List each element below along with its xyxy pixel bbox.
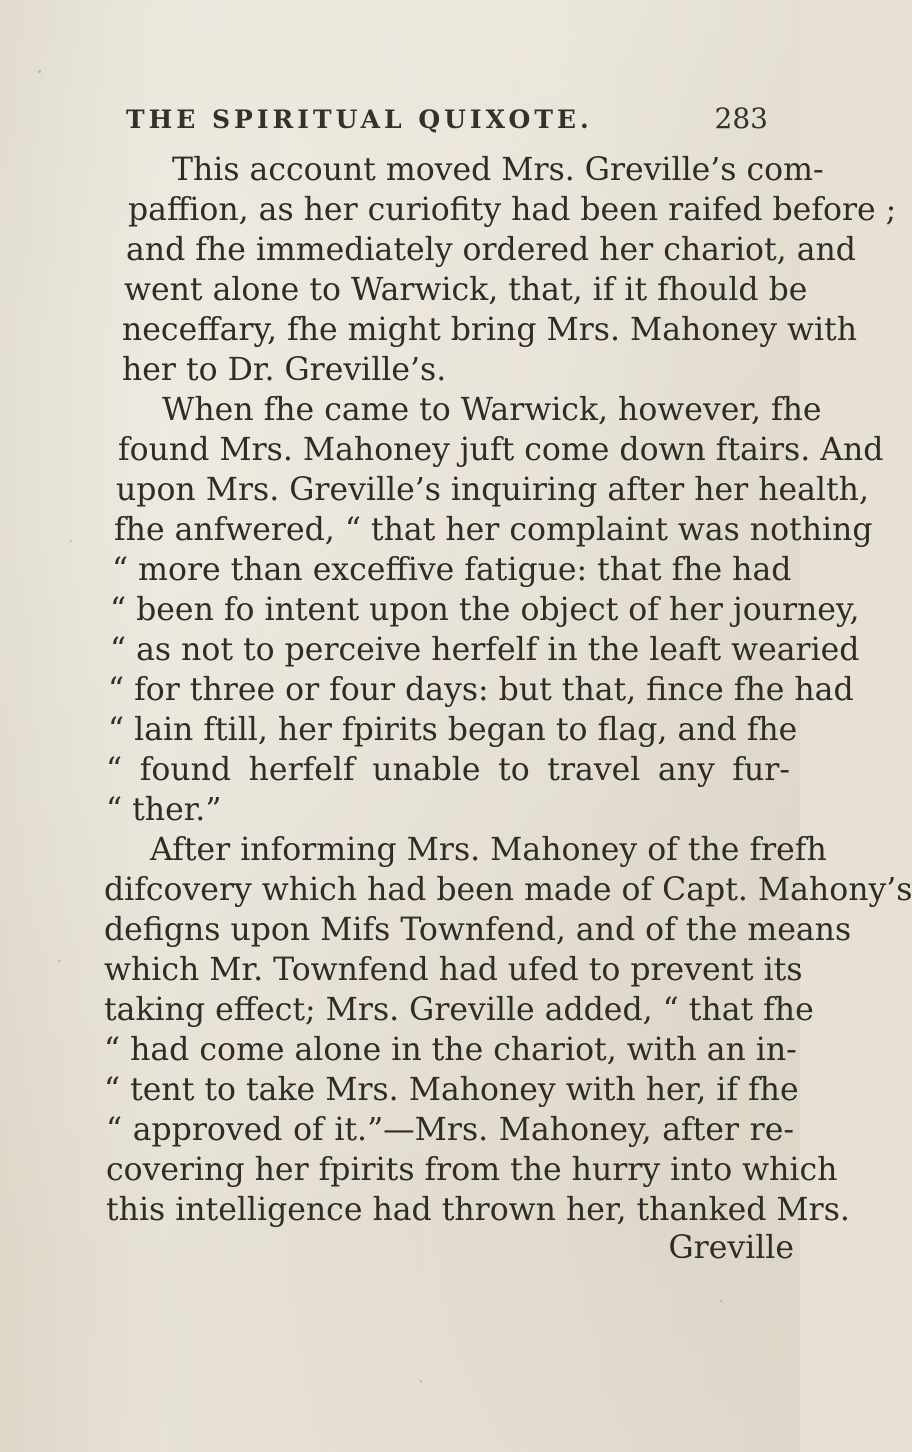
text-line: After informing Mrs. Mahoney of the frefh: [150, 832, 827, 868]
text-line: this intelligence had thrown her, thanked Mrs.: [106, 1192, 850, 1228]
text-line: her to Dr. Greville’s.: [122, 352, 447, 388]
paper-speck: [58, 960, 61, 962]
text-line: neceffary, fhe might bring Mrs. Mahoney with: [122, 312, 858, 348]
text-line: went alone to Warwick, that, if it fhould be: [124, 272, 808, 308]
text-line: “ ther.”: [106, 792, 222, 828]
paper-speck: [420, 1380, 422, 1383]
text-line: “ lain ftill, her fpirits began to flag, and fhe: [108, 712, 798, 748]
text-line: When fhe came to Warwick, however, fhe: [162, 392, 822, 428]
text-line: defigns upon Mifs Townfend, and of the means: [104, 912, 852, 948]
text-line: “ for three or four days: but that, fince fhe had: [108, 672, 854, 708]
text-line: “ as not to perceive herfelf in the leaft wearied: [110, 632, 860, 668]
page-number: 283: [714, 102, 768, 135]
text-line: “ had come alone in the chariot, with an in-: [104, 1032, 797, 1068]
catchword: Greville: [668, 1230, 794, 1266]
text-line: fhe anfwered, “ that her complaint was nothing: [114, 512, 873, 548]
text-line: difcovery which had been made of Capt. Mahony’s: [104, 872, 912, 908]
text-line: covering her fpirits from the hurry into which: [106, 1152, 838, 1188]
text-line: which Mr. Townfend had ufed to prevent its: [104, 952, 803, 988]
text-line: This account moved Mrs. Greville’s com-: [172, 152, 824, 188]
text-line: “ been fo intent upon the object of her journey,: [110, 592, 860, 628]
text-line: found Mrs. Mahoney juft come down ftairs. And: [118, 432, 884, 468]
text-line: taking effect; Mrs. Greville added, “ that fhe: [104, 992, 814, 1028]
paper-speck: [720, 1300, 722, 1302]
text-line: upon Mrs. Greville’s inquiring after her health,: [116, 472, 869, 508]
text-line: “ tent to take Mrs. Mahoney with her, if fhe: [104, 1072, 799, 1108]
page-header: [126, 102, 786, 146]
text-line: and fhe immediately ordered her chariot, and: [126, 232, 856, 268]
paper-speck: [70, 540, 72, 542]
running-head: THE SPIRITUAL QUIXOTE.: [126, 105, 593, 134]
paper-speck: [38, 70, 41, 73]
text-line: “ found herfelf unable to travel any fur-: [106, 752, 790, 788]
text-line: “ more than exceffive fatigue: that fhe had: [112, 552, 792, 588]
text-line: “ approved of it.”—Mrs. Mahoney, after re-: [106, 1112, 794, 1148]
text-line: paffion, as her curiofity had been raifed before ;: [128, 192, 897, 228]
